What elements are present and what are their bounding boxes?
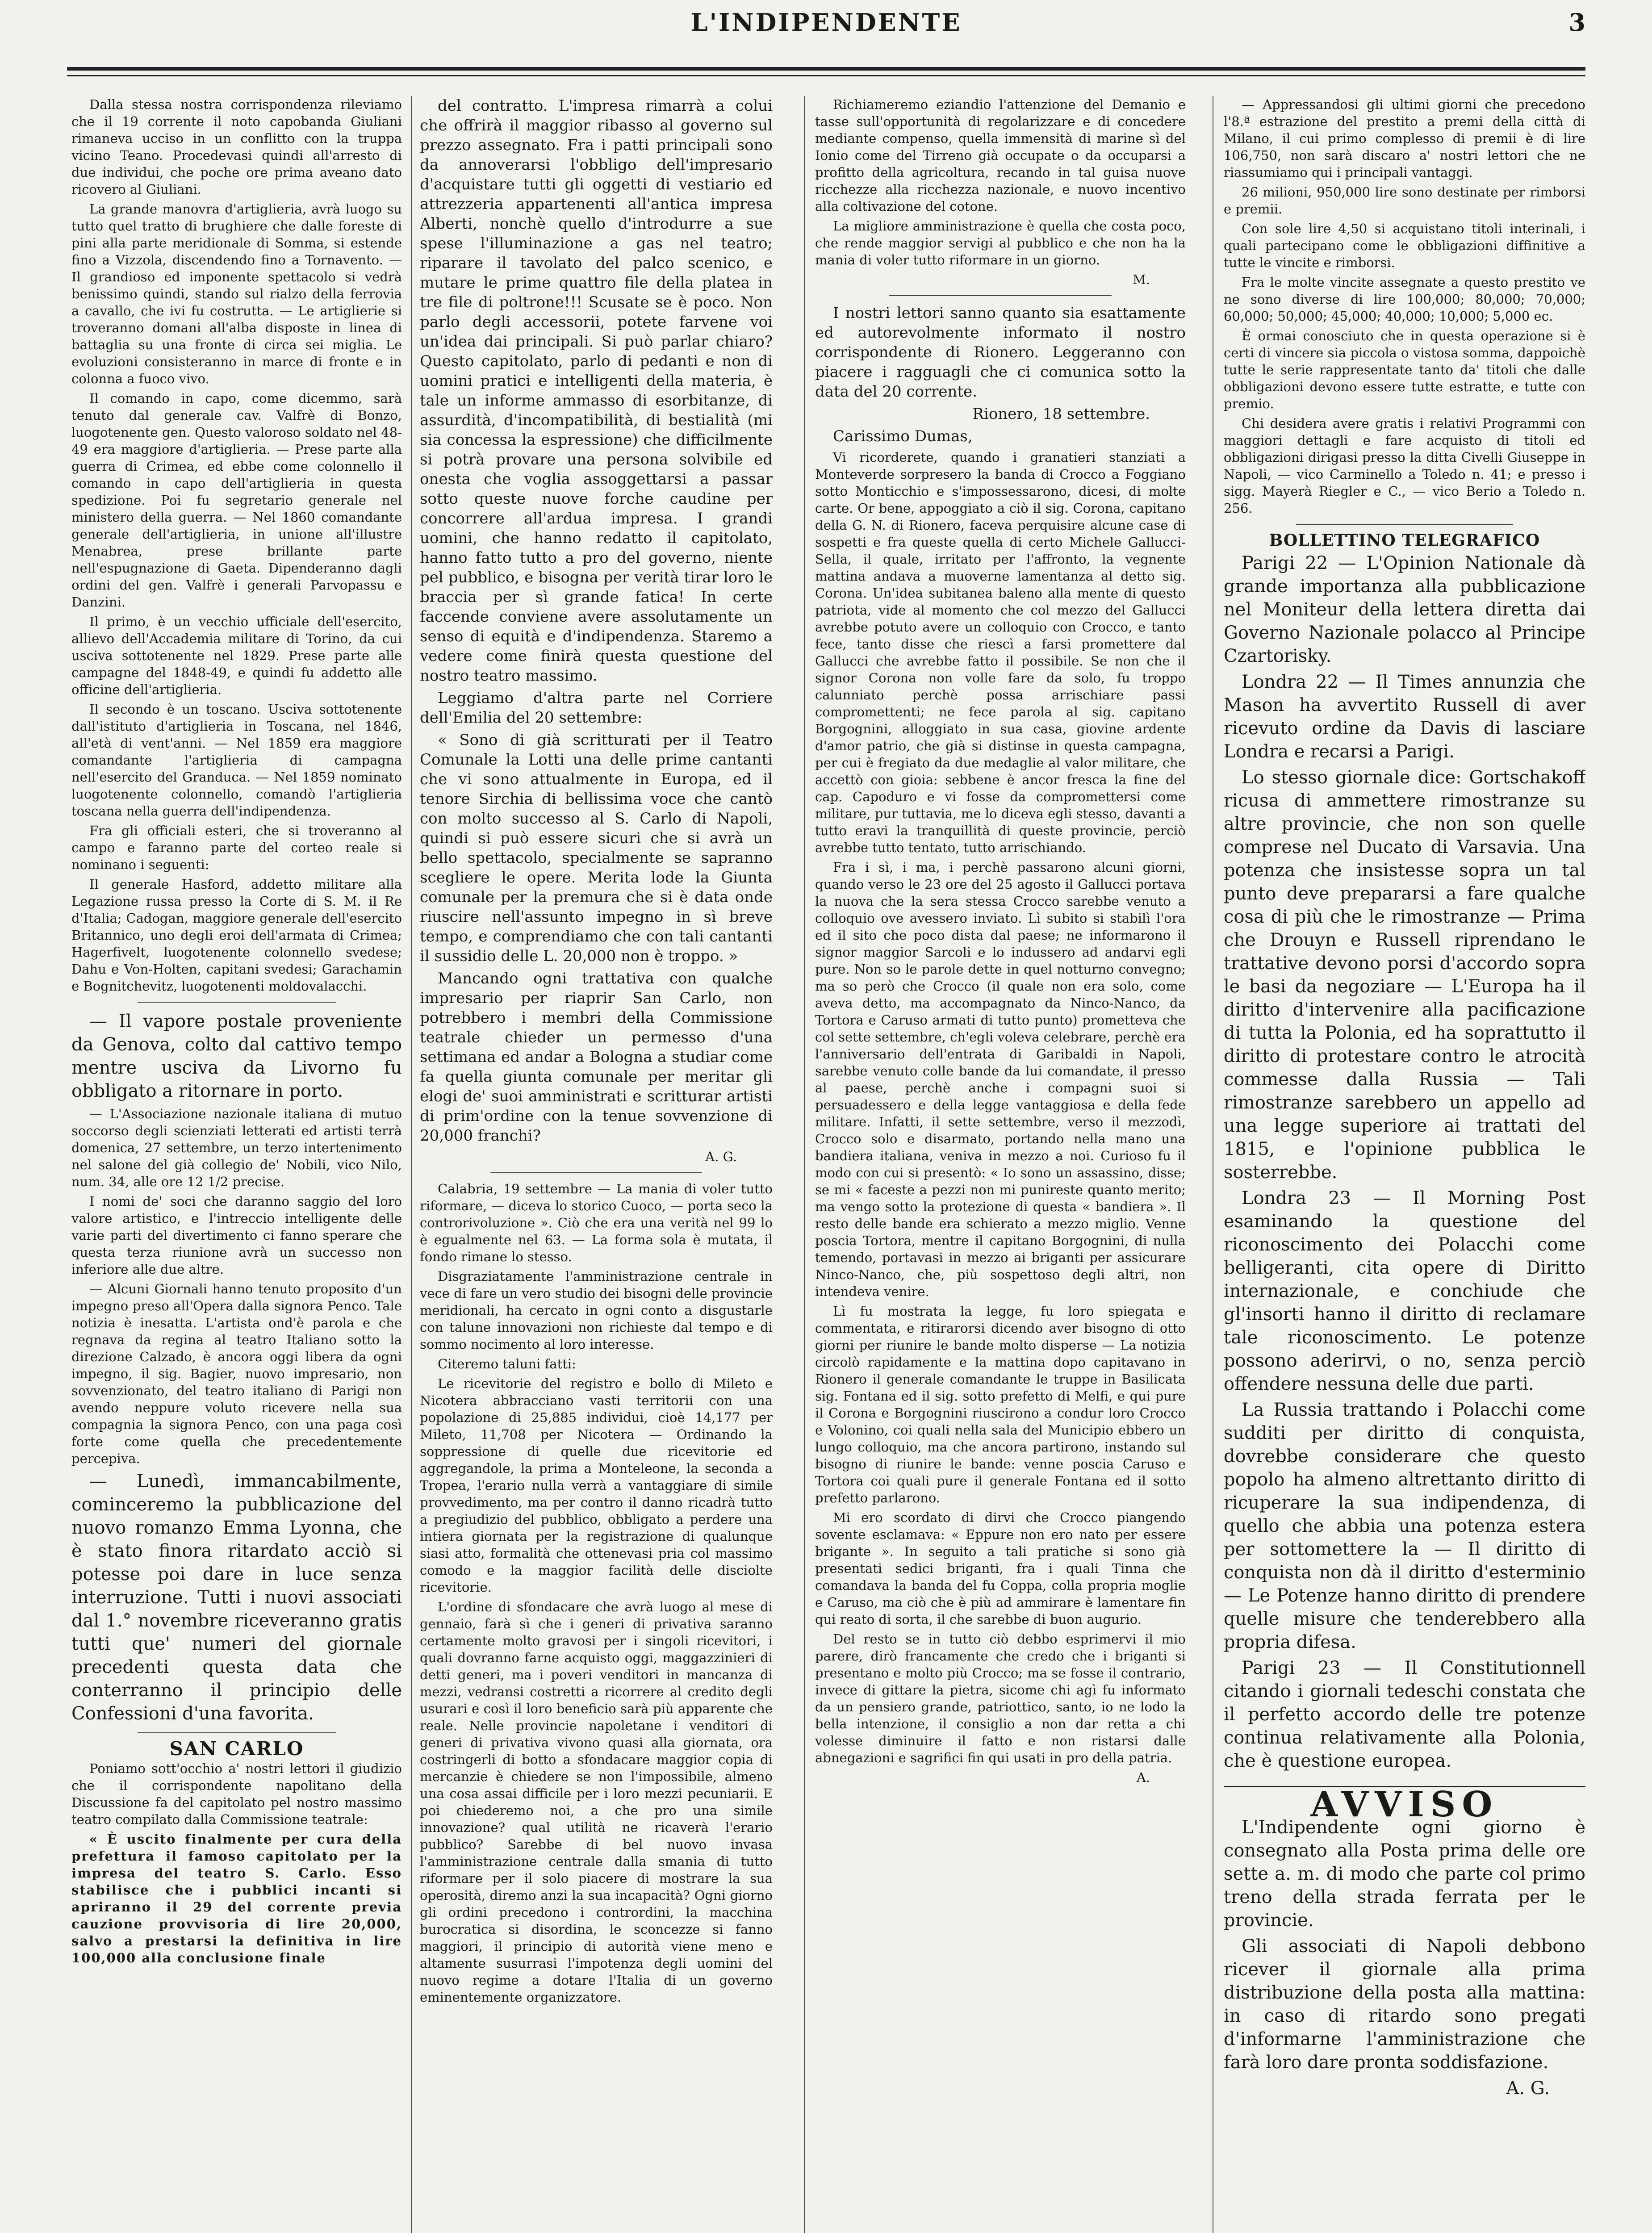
column-rule <box>804 96 805 2233</box>
article-ricevitorie: Le ricevitorie del registro e bollo di Mileto e Nicotera abbracciano vasti territorii con una popolazione di 25,885 individui, cioè 14,177 per Mileto, 11,708 per Nicotera — Ordinando la soppressione di quelle due ricevitorie ed aggregandole, la prima a Monteleone, la seconda a Tropea, l'erario nulla verrà a vantaggiare di simile provvedimento, ma per contro il danno ricadrà tutto a pregiudizio del pubblico, obbligato a perdere una intiera giornata per la registrazione di qualunque siasi atto, formalità che ottenevasi pria col massimo comodo e la maggior facilità delle disciolte ricevitorie. <box>420 1376 773 1595</box>
telegram-gortschakoff: Lo stesso giornale dice: Gortschakoff ricusa di ammettere rimostranze su altre provincie, che non son quelle comprese nel Ducato di Varsavia. Una potenza che insistesse sopra un tal punto deve prepararsi a fare qualche cosa di più che le rimostranze — Prima che Drouyn e Russell riprendano le trattative devono porsi d'accordo sopra le basi da negoziare — L'Europa ha il diritto d'intervenire alla pacificazione di tutta la Polonia, ed ha soprattutto il diritto di protestare contro le atrocità commesse dalla Russia — Tali rimostranze sarebbero un appello ad una legge superiore ai trattati del 1815, e l'opinione pubblica le sosterrebbe. <box>1224 767 1585 1183</box>
article-manovra: La grande manovra d'artiglieria, avrà luogo su tutto quel tratto di brughiere che dalle foreste di pini alla parte meridionale di Somma, si estende fino a Vizzola, discendendo fino a Tornavento. — Il grandioso ed imponente spettacolo si vedrà benissimo quindi, stando sul rialzo della ferrovia a cavallo, che ivi fu costrutta. — Le artiglierie si troveranno domani all'alba disposte in linea di battaglia su una fronte di circa sei miglia. Le evoluzioni consisteranno in marce di fronte e in colonna a fuoco vivo. <box>71 201 402 386</box>
telegram-parigi-23: Parigi 23 — Il Constitutionnell citando i giornali tedeschi constata che il perfetto accordo delle tre potenze continua relativamente alla Polonia, che è questione europea. <box>1224 1658 1585 1771</box>
article-associazione: — L'Associazione nazionale italiana di mutuo soccorso degli scienziati letterati ed artisti terrà domenica, 27 settembre, un terzo intertenimento nel salone del già collegio de' Nobili, vico Nilo, num. 34, alle ore 12 1/2 precise. <box>71 1106 402 1189</box>
notice-associati: Gli associati di Napoli debbono ricever il giornale alla prima distribuzione della posta alla mattina: in caso di ritardo sono pregati d'informarne l'amministrazione che farà loro dare pronta soddisfazione. <box>1224 1936 1585 2073</box>
article-vapore: — Il vapore postale proveniente da Genova, colto dal cattivo tempo mentre usciva da Livorno fu obbligato a ritornare in porto. <box>71 1011 402 1101</box>
article-corriere-quote: « Sono di già scritturati per il Teatro Comunale la Lotti una delle prime cantanti che vi sono attualmente in Europa, ed il tenore Sirchia di bellissima voce che cantò con molto successo al S. Carlo di Napoli, quindi si può essere sicuri che si avrà un bello spettacolo, specialmente se sapranno scegliere le opere. Merita lode la Giunta comunale per la premura che si è data onde riuscire nell'assunto impegno in sì breve tempo, e comprendiamo che con tali cantanti il sussidio delle L. 20,000 non è troppo. » <box>420 731 773 965</box>
article-rionero-intro: I nostri lettori sanno quanto sia esattamente ed autorevolmente informato il nostro corrispondente di Rionero. Leggeranno con piacere i ragguagli che ci comunica sotto la data del 20 corrente. <box>815 304 1186 401</box>
telegram-londra-23: Londra 23 — Il Morning Post esaminando la questione del riconoscimento dei Polacchi come belligeranti, cita opere di Diritto internazionale, e conchiude che gl'insorti hanno il diritto di reclamare tale riconoscimento. Le potenze possono aderirvi, o no, senza perciò offendere nessuna delle due parti. <box>1224 1188 1585 1394</box>
section-heading-avviso: AVVISO <box>1310 1784 1499 1825</box>
header-rule-thick <box>67 67 1585 71</box>
signature: A. <box>1136 1770 1150 1785</box>
article-prestito: — Appressandosi gli ultimi giorni che precedono l'8.ª estrazione del prestito a premi della città di Milano, il cui primo complesso di premii è di lire 106,750, non sarà discaro a' nostri lettori che ne riassumiamo qui i principali vantaggi. <box>1224 97 1585 180</box>
telegram-londra-22: Londra 22 — Il Times annunzia che Mason ha avvertito Russell di aver ricevuto ordine da Davis di lasciare Londra e recarsi a Parigi. <box>1224 672 1585 762</box>
article-san-carlo-intro: Poniamo sott'occhio a' nostri lettori il giudizio che il corrispondente napolitano della Discussione fa del capitolato pel nostro massimo teatro compilato dalla Commissione teatrale: <box>71 1761 402 1827</box>
column-4 <box>1224 96 1585 2233</box>
section-heading-san-carlo: SAN CARLO <box>169 1738 304 1760</box>
article-capitolato: del contratto. L'impresa rimarrà a colui che offrirà il maggior ribasso al governo sul prezzo assegnato. Fra i patti principali sono da annoverarsi l'obbligo dell'impresario d'acquistare tutti gli oggetti di vestiario ed attrezzeria appartenenti all'antica impresa Alberti, nonchè quello d'introdurre a sue spese l'illuminazione a gas nel teatro; riparare il tavolato del palco scenico, e mutare le prime quattro file della platea in tre file di poltrone!!! Scusate se è poco. Non parlo degli accessorii, potete farvene voi un'idea dai principali. Si può parlar chiaro? Questo capitolato, parlo di pedanti e non di uomini pratici e intelligenti della materia, è tale un informe ammasso di esorbitanze, di assurdità, d'incompatibilità, di bestialità (mi sia concessa la espressione) che difficilmente si potrà provare una persona solvibile ed onesta che voglia assoggettarsi a passar sotto queste nuove forche caudine per concorrere all'ardua impresa. I grandi uomini, che hanno redatto il capitolato, hanno fatto tutto a pro del governo, niente pel pubblico, e bisogna per verità tirar loro le braccia per sì grande fatica! In certe faccende conviene avere assolutamente un senso di equità e d'indipendenza. Staremo a vedere come finirà questa questione del nostro teatro massimo. <box>420 97 773 685</box>
masthead-title: L'INDIPENDENTE <box>690 8 962 37</box>
page-number: 3 <box>1568 8 1585 37</box>
article-fatti: Citeremo taluni fatti: <box>438 1356 576 1372</box>
article-commissione: Mancando ogni trattativa con qualche impresario per riaprir San Carlo, non potrebbero i membri della Commissione teatrale chieder un permesso d'una settimana ed andar a Bologna a studiar come fa quella giunta comunale per meritar gli elogi de' suoi amministrati e scritturar artisti di prim'ordine con la tenue sovvenzione di 20,000 franchi? <box>420 970 773 1145</box>
signature: A. G. <box>705 1149 737 1164</box>
column-3 <box>815 96 1186 2233</box>
masthead <box>67 8 1585 39</box>
salutation: Carissimo Dumas, <box>833 427 973 445</box>
column-rule <box>411 96 412 2233</box>
telegram-parigi-22: Parigi 22 — L'Opinion Nationale dà grande importanza alla pubblicazione nel Moniteur della lettera diretta dai Governo Nazionale polacco al Principe Czartorisky. <box>1224 553 1585 666</box>
article-demanio: Richiameremo eziandio l'attenzione del Demanio e tasse sull'opportunità di regolarizzare e di concedere mediante compenso, quella immensità di marine sì del Ionio come del Tirreno già occupate o da occuparsi a profitto della agricoltura, recando in tal guisa nuove ricchezze alla ricchezza nazionale, e nuovo incentivo alla coltivazione del cotone. <box>815 97 1186 214</box>
signature: M. <box>1133 272 1150 287</box>
article-romanzo: — Lunedì, immancabilmente, cominceremo la pubblicazione del nuovo romanzo Emma Lyonna, che è stato finora ritardato acciò si potesse poi dare in luce senza interruzione. Tutti i nuovi associati dal 1.° novembre riceveranno gratis tutti que' numeri del giornale precedenti questa data che conterranno il principio delle Confessioni d'una favorita. <box>71 1471 402 1724</box>
column-2 <box>420 96 773 2233</box>
article-calabria: Calabria, 19 settembre — La mania di voler tutto riformare, — diceva lo storico Cuoco, — porta seco la controrivoluzione ». Ciò che era una verità nel 99 lo è egualmente nel 63. — La forma sola è mutata, il fondo rimane lo stesso. <box>420 1181 773 1264</box>
article-generali: Il generale Hasford, addetto militare alla Legazione russa presso la Corte di S. M. il Re d'Italia; Cadogan, maggiore generale dell'esercito Britannico, uno degli eroi dell'armata di Crimea; Hagerfivelt, luogotenente colonnello svedese; Dahu e Von-Holten, capitani svedesi; Garachamin e Bognitchevitz, luogotenenti moldovalacchi. <box>71 877 402 994</box>
signature: A. G. <box>1506 2078 1550 2099</box>
article-officiali: Fra gli officiali esteri, che si troveranno al campo e faranno parte del corteo reale si nominano i seguenti: <box>71 823 402 872</box>
article-primo: Il primo, è un vecchio ufficiale dell'esercito, allievo dell'Accademia militare di Torino, da cui usciva sottotenente nel 1829. Prese parte alle campagne del 1848-49, e quindi fu addetto alle officine dell'artiglieria. <box>71 614 402 697</box>
separator <box>1296 524 1513 525</box>
article-milioni: 26 milioni, 950,000 lire sono destinate per rimborsi e premii. <box>1224 184 1585 217</box>
notice-posta: L'Indipendente ogni giorno è consegnato alla Posta prima delle ore sette a. m. di modo che parte col primo treno della strada ferrata per le provincie. <box>1224 1817 1585 1931</box>
article-amministrazione-migliore: La migliore amministrazione è quella che costa poco, che rende maggior servigi al pubblico e che non ha la mania di voler tutto riformare in un giorno. <box>815 218 1186 268</box>
article-programmi: Chi desidera avere gratis i relativi Programmi con maggiori dettagli e fare acquisto di titoli ed obbligazioni dirigasi presso la ditta Civelli Giuseppe in Napoli, — vico Carminello a Toledo n. 41; e presso i sigg. Mayerà Riegler e C., — vico Berio a Toledo n. 256. <box>1224 416 1585 516</box>
separator <box>138 1002 336 1003</box>
dateline-rionero: Rionero, 18 settembre. <box>972 405 1150 423</box>
article-sfondacare: L'ordine di sfondacare che avrà luogo al mese di gennaio, farà sì che i generi di privativa saranno certamente molto gravosi per i singoli ricevitori, i quali dovranno farne acquisto oggi, maggazzinieri di detti generi, ma i poveri venditori in mancanza di mezzi, vedransi costretti a ricorrere al credito degli usurari e così il loro beneficio sarà più apparente che reale. Nelle provincie napoletane i venditori di generi di privativa vivono quasi alla giornata, ora costringerli di botto a sfondacare maggior copia di mercanzie è chiedere se non l'impossibile, almeno una cosa assai difficile per i loro mezzi pecuniarii. E poi chiederemo noi, a che pro una simile innovazione? qual utilità ne ricaverà l'erario pubblico? Sarebbe di bel nuovo invasa l'amministrazione centrale dalla smania di tutto riformare per il solo piacere di mostrare la sua operosità, diremo anzi la sua incapacità? Ogni giorno gli ordini precedono i contrordini, la macchina burocratica si disordina, le sconcezze si fanno maggiori, il principio di autorità viene meno e altamente susurrasi l'impotenza degli uomini del nuovo regime a dotare l'Italia di un governo eminentemente organizzatore. <box>420 1599 773 2005</box>
notice-box <box>1224 1786 1585 2100</box>
article-lire: Con sole lire 4,50 si acquistano titoli interinali, i quali partecipano come le obbligazioni diffinitive a tutte le vincite e rimborsi. <box>1224 221 1585 270</box>
article-amministrazione: Disgraziatamente l'amministrazione centrale in vece di fare un vero studio dei bisogni delle provincie meridionali, ha cercato in ogni conto a disgustarle con talune innovazioni non richieste dal tempo e di sommo nocimento al loro interesse. <box>420 1269 773 1352</box>
article-rionero-1: Vi ricorderete, quando i granatieri stanziati a Monteverde sorpresero la banda di Crocco a Foggiano sotto Monticchio e s'impossessarono, dicesi, di molte carte. Or bene, appoggiato a ciò il sig. Corona, capitano della G. N. di Rionero, faceva perquisire alcune case di sospetti e fra queste quella di certo Michele Gallucci-Sella, il quale, irritato per l'affronto, la vegnente mattina andava a muoverne lamentanza al detto sig. Corona. Un'idea subitanea baleno alla mente di questo patriota, vide al momento che col mezzo del Gallucci avrebbe potuto avere un colloquio con Crocco, e tanto fece, tanto disse che riescì a farsi promettere dal Gallucci che avrebbe fatto il possibile. Se non che il signor Corona non volle fare da solo, fu troppo calunniato perchè possa arrischiare passi compromettenti; ne fece parola al sig. capitano Borgognini, alloggiato in sua casa, giovine ardente d'amor patrio, che già si distinse in questa campagna, per cui è fregiato da due medaglie al valor militare, che accettò con gioia: sebbene è ancor fresca la fine del cap. Capoduro e vi fosse da compromettersi come militare, pur tuttavia, me lo diceva egli stesso, davanti a tutto eravi la tranquillità di queste provincie, perciò avrebbe tutto tentato, tutto arrischiando. <box>815 450 1186 855</box>
article-san-carlo-quote: « È uscito finalmente per cura della prefettura il famoso capitolato per la impresa del teatro S. Carlo. Esso stabilisce che i pubblici incanti si apriranno il 29 del corrente previa cauzione provvisoria di lire 20,000, salvo a prestarsi la definitiva in lire 100,000 alla conclusione finale <box>71 1832 402 1965</box>
section-heading-bollettino: BOLLETTINO TELEGRAFICO <box>1269 531 1540 550</box>
header-rule-thin <box>67 75 1585 76</box>
article-secondo: Il secondo è un toscano. Usciva sottotenente dall'istituto d'artiglieria in Toscana, nel 1846, all'età di vent'anni. — Nel 1859 era maggiore comandante l'artiglieria di campagna nell'esercito del Granduca. — Nel 1859 nominato luogotenente colonnello, comandò l'artiglieria toscana nella guerra dell'indipendenza. <box>71 702 402 819</box>
article-penco: — Alcuni Giornali hanno tenuto proposito d'un impegno preso all'Opera dalla signora Penco. Tale notizia è inesatta. L'artista ond'è parola e che regnava da regina al teatro Italiano sotto la direzione Calzado, è ancora oggi libera da ogni impegno, il sig. Bagier, nuovo impresario, non sovvenzionato, del teatro italiano di Parigi non avendo neppure voluto ricevere nella sua compagnia la signora Penco, con una paga così forte come quella che precedentemente percepiva. <box>71 1281 402 1466</box>
article-soci: I nomi de' soci che daranno saggio del loro valore artistico, e l'intreccio intelligente delle varie parti del divertimento ci fanno sperare che questa terza riunione avrà un successo non inferiore alle due altre. <box>71 1194 402 1277</box>
article-rionero-4: Mi ero scordato di dirvi che Crocco piangendo sovente esclamava: « Eppure non ero nato per essere brigante ». In seguito a tali pratiche si sono già presentati sedici briganti, fra i quali Tinna che comandava la banda del fu Coppa, colla propria moglie e Caruso, ma ciò che è più ad ammirare è lamentare fin qui reato di sorta, il che sarebbe di buon augurio. <box>815 1510 1186 1627</box>
article-rionero-3: Lì fu mostrata la legge, fu loro spiegata e commentata, e ritirarorsi dicendo aver bisogno di otto giorni per riunire le bande molto disperse — La notizia circolò rapidamente e la mattina dopo capitavano in Rionero il generale comandante le truppe in Basilicata sig. Fontana ed il sig. sotto prefetto di Melfi, e qui pure il Corona e Borgognini riuscirono a condur loro Crocco e Volonino, coi quali nella sala del Municipio ebbero un lungo colloquio, ma che ancora partirono, instando sul bisogno di riunire le bande: venne poscia Caruso e Tortora coi quali pure il generale Fontana ed il sotto prefetto parlarono. <box>815 1304 1186 1505</box>
article-teano: Dalla stessa nostra corrispondenza rileviamo che il 19 corrente il noto capobanda Giuliani rimaneva ucciso in un conflitto con la truppa vicino Teano. Procedevasi quindi all'arresto di due individui, che poche ore prima aveano dato ricovero al Giuliani. <box>71 97 402 197</box>
separator <box>490 1172 702 1173</box>
article-rionero-5: Del resto se in tutto ciò debbo esprimervi il mio parere, dirò francamente che credo che i briganti si presentano e molto più Crocco; ma se fosse il contrario, invece di gittare la pietra, sicome chi agì fu informato da un pensiero grande, patriottico, santo, io ne lodo la bella intenzione, il consiglio a non dar retta a chi volesse diminuire il fatto e non ristarsi dalle abnegazioni e sagrifici fin qui usati in pro della patria. <box>815 1631 1186 1765</box>
separator <box>889 295 1112 296</box>
telegram-russia: La Russia trattando i Polacchi come sudditi per diritto di conquista, dovrebbe considerare che questo popolo ha almeno altrettanto diritto di ricuperare la sua indipendenza, di quello che abbia una potenza estera per sottomettere la — Il diritto di conquista non dà il diritto d'esterminio — Le Potenze hanno diritto di prendere quelle misure che tenderebbero alla propria difesa. <box>1224 1400 1585 1652</box>
article-corriere-intro: Leggiamo d'altra parte nel Corriere dell'Emilia del 20 settembre: <box>420 689 773 727</box>
article-comando: Il comando in capo, come dicemmo, sarà tenuto dal generale cav. Valfrè di Bonzo, luogotenente gen. Questo valoroso soldato nel 48-49 era maggiore d'artiglieria. — Prese parte alla guerra di Crimea, ed ebbe come colonnello il comando in capo dell'artiglieria in questa spedizione. Poi fu segretario generale nel ministero della guerra. — Nel 1860 comandante generale dell'artiglieria, in unione all'illustre Menabrea, prese brillante parte nell'espugnazione di Gaeta. Dipenderanno dagli ordini del gen. Valfrè i generali Parvopassu e Danzini. <box>71 391 402 610</box>
separator <box>138 1732 336 1733</box>
article-rionero-2: Fra i sì, i ma, i perchè passarono alcuni giorni, quando verso le 23 ore del 25 agosto il Gallucci portava la nuova che la sera stessa Crocco sarebbe venuto a colloquio ove avessero inviato. Lì subito si stabilì l'ora ed il sito che poco dista dal paese; ne informarono il signor maggior Sarcoli e lo indussero ad andarvi egli pure. Non so le parole dette in quel notturno convegno; ma so però che Crocco (il quale non era solo, come aveva detto, ma accompagnato da Ninco-Nanco, da Tortora e Caruso armati di tutto punto) prometteva che col sette settembre, ch'egli voleva celebrare, perchè era l'anniversario dell'entrata di Garibaldi in Napoli, sarebbe venuto colle bande da lui comandate, il presso al paese, perchè anche i compagni suoi si persuadessero e della legge vantaggiosa e della fede militare. Infatti, il sette settembre, verso il mezzodì, Crocco solo e disarmato, portando nella mano una bandiera italiana, veniva in mezzo a noi. Curioso fu il modo con cui si presentò: « Io sono un assassino, disse; se mi « faceste a pezzi non mi punireste quanto merito; ma vengo sotto la protezione di questa « bandiera ». Il resto delle bande era schierato a mezzo miglio. Venne poscia Tortora, mentre il capitano Borgognini, di nulla temendo, portavasi in mezzo ai briganti per assicurare Ninco-Nanco, che, più sospettoso degli altri, non intendeva venire. <box>815 860 1186 1299</box>
article-vincite: Fra le molte vincite assegnate a questo prestito ve ne sono diverse di lire 100,000; 80,000; 70,000; 60,000; 50,000; 45,000; 40,000; 10,000; 5,000 ec. <box>1224 275 1585 324</box>
column-1 <box>71 96 402 2233</box>
article-operazione: È ormai conosciuto che in questa operazione si è certi di vincere sia piccola o vistosa somma, dappoichè tutte le serie rappresentate tanto da' titoli che dalle obbligazioni devono essere tutte estratte, e tutte con premio. <box>1224 328 1585 411</box>
